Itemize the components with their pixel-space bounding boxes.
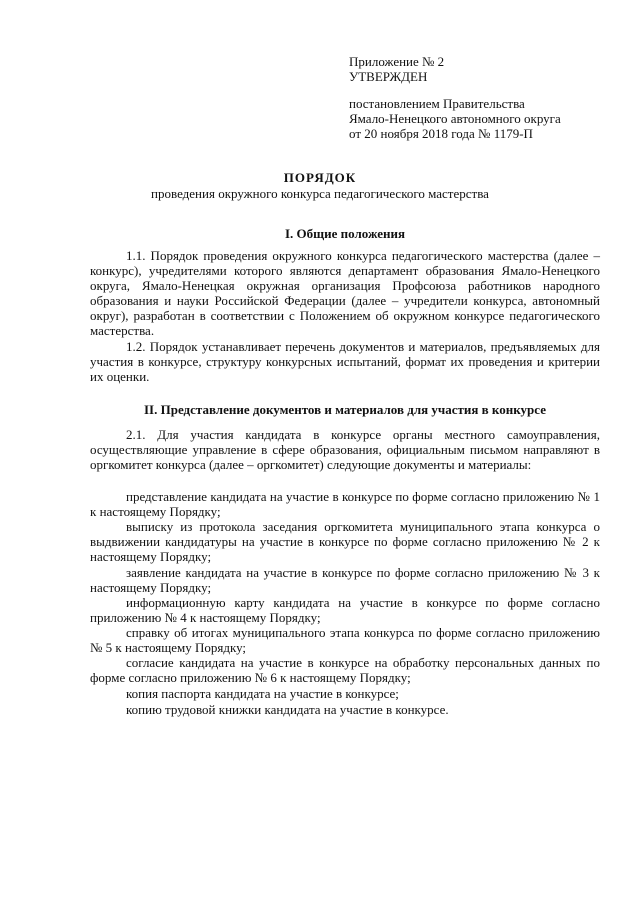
paragraph-1-1: 1.1. Порядок проведения окружного конкурса педагогического мастерства (далее – конкурс), учредителями которого являются департамент образования Ямало-Ненецкого округа, Ямало-Ненецкая окружная организация Профсоюза работников народного образования и науки Российской Федерации (далее – учредители конкурса, автономный округ), разработан в соответствии с Положением об окружном конкурсе педагогического мастерства. [90, 248, 600, 338]
list-item: копию трудовой книжки кандидата на участие в конкурсе. [126, 702, 449, 717]
document-title: ПОРЯДОК [283, 170, 357, 185]
approval-stamp [349, 54, 561, 141]
document-subtitle: проведения окружного конкурса педагогического мастерства [151, 186, 489, 201]
section-2-heading: II. Представление документов и материалов для участия в конкурсе [144, 402, 546, 417]
list-item: копия паспорта кандидата на участие в конкурсе; [126, 686, 399, 701]
paragraph-2-1: 2.1. Для участия кандидата в конкурсе органы местного самоуправления, осуществляющие управление в сфере образования, официальным письмом направляют в оргкомитет конкурса (далее – оргкомитет) следующие документы и материалы: [90, 427, 600, 472]
list-item: справку об итогах муниципального этапа конкурса по форме согласно приложению № 5 к настоящему Порядку; [90, 625, 600, 655]
list-item: выписку из протокола заседания оргкомитета муниципального этапа конкурса о выдвижении кандидатуры на участие в конкурсе по форме согласно приложению № 2 к настоящему Порядку; [90, 519, 600, 564]
approved-label: УТВЕРЖДЕН [349, 69, 428, 84]
paragraph-1-2: 1.2. Порядок устанавливает перечень документов и материалов, предъявляемых для участия в конкурсе, структуру конкурсных испытаний, формат их проведения и критерии их оценки. [90, 339, 600, 384]
section-1-heading: I. Общие положения [285, 226, 405, 241]
decree-line-1: постановлением Правительства [349, 96, 525, 111]
appendix-number: Приложение № 2 [349, 54, 445, 69]
list-item: представление кандидата на участие в конкурсе по форме согласно приложению № 1 к настоящему Порядку; [90, 489, 600, 519]
decree-line-3: от 20 ноября 2018 года № 1179-П [349, 126, 533, 141]
list-item: информационную карту кандидата на участие в конкурсе по форме согласно приложению № 4 к настоящему Порядку; [90, 595, 600, 625]
list-item: согласие кандидата на участие в конкурсе на обработку персональных данных по форме согласно приложению № 6 к настоящему Порядку; [90, 655, 600, 685]
decree-line-2: Ямало-Ненецкого автономного округа [349, 111, 561, 126]
list-item: заявление кандидата на участие в конкурсе по форме согласно приложению № 3 к настоящему Порядку; [90, 565, 600, 595]
